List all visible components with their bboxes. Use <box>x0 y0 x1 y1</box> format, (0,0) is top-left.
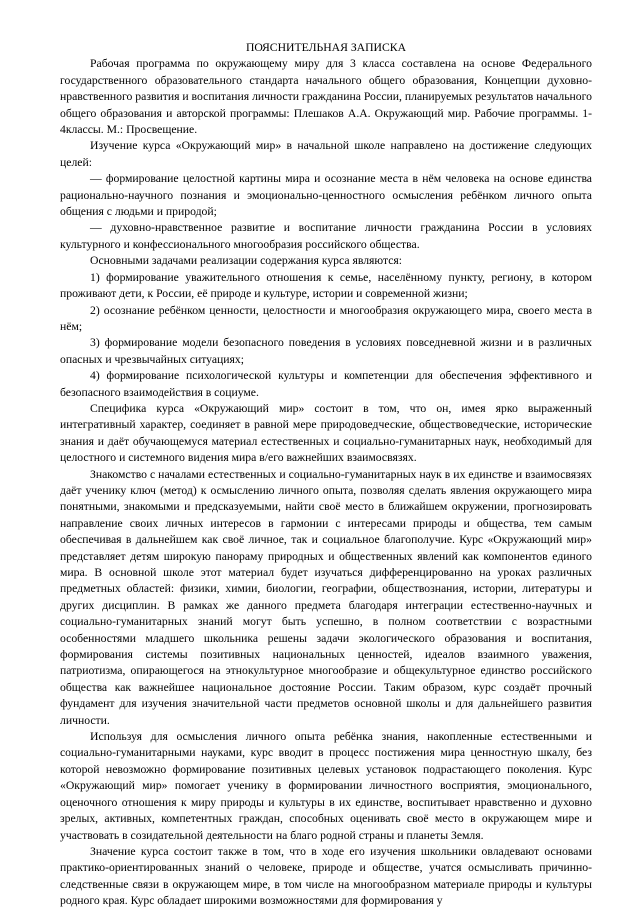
paragraph-13: Значение курса состоит также в том, что в ходе его изучения школьники овладевают основами практико-ориентированных знаний о человеке, природе и обществе, учатся осмысливать причинно-следственные связи в окружающем мире, в том числе на многообразном материале природы и культуры родного края. Курс обладает широкими возможностями для формирования у <box>60 844 592 908</box>
paragraph-10: Специфика курса «Окружающий мир» состоит в том, что он, имея ярко выраженный интегративный характер, соединяет в равной мере природоведческие, обществоведческие, исторические знания и даёт обучающемуся материал естественных и социально-гуманитарных наук, необходимый для целостного и системного видения мира в/его важнейших взаимосвязях. <box>60 401 592 465</box>
document-title: ПОЯСНИТЕЛЬНАЯ ЗАПИСКА <box>245 41 407 54</box>
paragraph-2: Изучение курса «Окружающий мир» в начальной школе направлено на достижение следующих целей: <box>60 139 592 169</box>
paragraph-5: Основными задачами реализации содержания курса являются: <box>90 254 403 268</box>
paragraph-11: Знакомство с началами естественных и социально-гуманитарных наук в их единстве и взаимосвязях даёт ученику ключ (метод) к осмыслению личного опыта, позволяя сделать явления окружающего мира понятными, знакомыми и предсказуемыми, найти своё место в ближайшем окружении, прогнозировать направление своих личных интересов в гармонии с интересами природы и общества, тем самым обеспечивая в дальнейшем как своё личное, так и социальное благополучие. Курс «Окружающий мир» представляет детям широкую панораму природных и общественных явлений как компонентов единого мира. В основной школе этот материал будет изучаться дифференцированно на уроках различных предметных областей: физики, химии, биологии, географии, обществознания, истории, литературы и других дисциплин. В рамках же данного предмета благодаря интеграции естественно-научных и социально-гуманитарных знаний могут быть успешно, в полном соответствии с возрастными особенностями младшего школьника решены задачи экологического образования и воспитания, формирования системы позитивных национальных ценностей, идеалов взаимного уважения, патриотизма, опирающегося на этнокультурное многообразие и общекультурное единство российского общества как важнейшее национальное достояние России. Таким образом, курс создаёт прочный фундамент для изучения значительной части предметов основной школы и для дальнейшего развития личности. <box>60 467 592 727</box>
paragraph-6: 1) формирование уважительного отношения к семье, населённому пункту, региону, в котором проживают дети, к России, её природе и культуре, истории и современной жизни; <box>60 270 592 301</box>
paragraph-1: Рабочая программа по окружающему миру для 3 класса составлена на основе Федерального государственного образовательного стандарта начального общего образования, Концепции духовно-нравственного развития и воспитания личности гражданина России, планируемых результатов начального общего образования и авторской программы: Плешаков А.А. Окружающий мир. Рабочие программы. 1-4классы. М.: Просвещение. <box>60 57 592 137</box>
paragraph-8: 3) формирование модели безопасного поведения в условиях повседневной жизни и в различных опасных и чрезвычайных ситуациях; <box>60 336 592 366</box>
paragraph-4: — духовно-нравственное развитие и воспитание личности гражданина России в условиях культурного и конфессионального многообразия российского общества. <box>60 221 592 251</box>
paragraph-3: — формирование целостной картины мира и осознание места в нём человека на основе единства рационально-научного познания и эмоционально-ценностного осмысления ребёнком личного опыта общения с людьми и природой; <box>60 172 592 219</box>
document-page <box>60 40 592 910</box>
paragraph-9: 4) формирование психологической культуры и компетенции для обеспечения эффективного и безопасного взаимодействия в социуме. <box>60 369 592 399</box>
paragraph-7: 2) осознание ребёнком ценности, целостности и многообразия окружающего мира, своего места в нём; <box>60 303 592 333</box>
paragraph-12: Используя для осмысления личного опыта ребёнка знания, накопленные естественными и социально-гуманитарными науками, курс вводит в процесс постижения мира ценностную шкалу, без которой невозможно формирование позитивных целевых установок подрастающего поколения. Курс «Окружающий мир» помогает ученику в формировании личностного восприятия, эмоционального, оценочного отношения к миру природы и культуры в их единстве, воспитывает нравственно и духовно зрелых, активных, компетентных граждан, способных оценивать своё место в окружающем мире и участвовать в созидательной деятельности на благо родной страны и планеты Земля. <box>60 730 592 842</box>
